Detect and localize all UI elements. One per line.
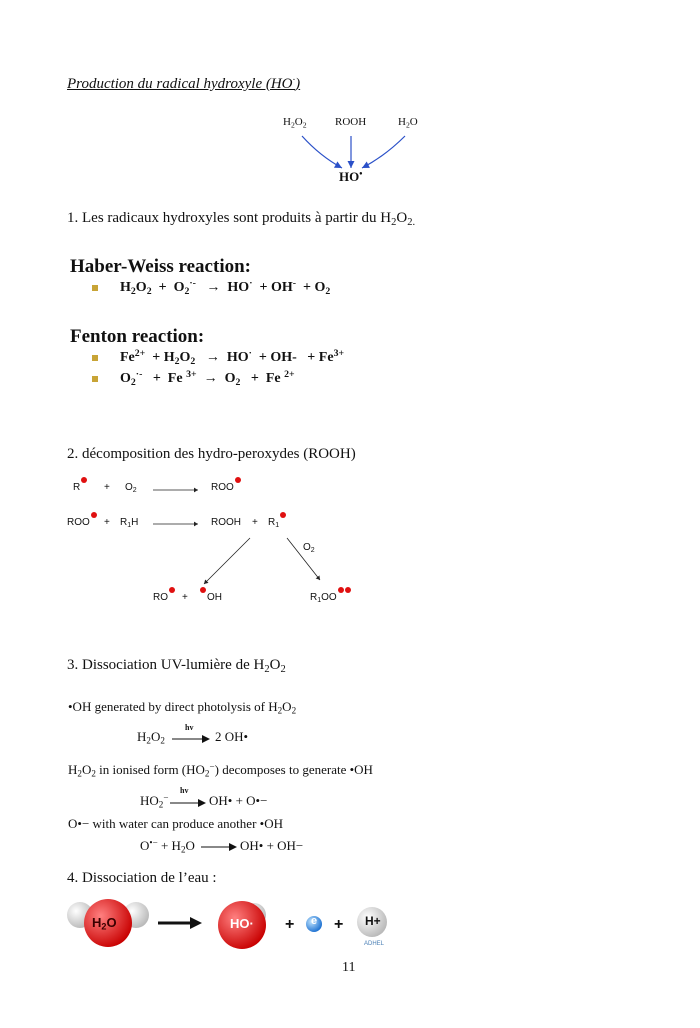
rooh-o2-2: $O_2$ bbox=[303, 542, 315, 555]
rooh-r1h: $R_1H$ bbox=[120, 517, 139, 530]
page-number: 11 bbox=[342, 960, 356, 975]
water-credit: ADHEL bbox=[364, 941, 385, 947]
haber-weiss-heading: Haber-Weiss reaction: bbox=[70, 256, 251, 277]
section-1-heading: 1. Les radicaux hydroxyles sont produits à partir du $H_2O_{2.}$ bbox=[67, 210, 416, 229]
rooh-arrows bbox=[140, 482, 370, 592]
uv-line-3: O•− with water can produce another •OH bbox=[68, 816, 283, 831]
rooh-roo-2: ROO bbox=[67, 517, 97, 528]
uv-eq-2-left: $HO_2^-$ bbox=[140, 792, 169, 810]
uv-eq-3-left: $O^{•-} + H_2O$ bbox=[140, 837, 195, 855]
rooh-rooh: ROOH bbox=[211, 517, 241, 528]
svg-text:+: + bbox=[285, 916, 295, 933]
uv-line-1: •OH generated by direct photolysis of $H_2O_2$ bbox=[68, 699, 297, 716]
water-ho-label: HO· bbox=[230, 916, 254, 931]
rooh-plus-2: + bbox=[104, 517, 110, 528]
rooh-plus-1: + bbox=[104, 482, 110, 493]
bullet-icon bbox=[92, 285, 98, 291]
rooh-ro: RO bbox=[153, 592, 175, 603]
bullet-icon bbox=[92, 376, 98, 382]
svg-text:+: + bbox=[334, 916, 344, 933]
uv-eq-1-right: 2 OH• bbox=[215, 729, 249, 744]
uv-hv-1: hv bbox=[185, 723, 194, 732]
rooh-r1: $R_1$ bbox=[268, 517, 286, 528]
page-title: Production du radical hydroxyle (HO·) bbox=[67, 74, 301, 92]
rooh-oh: OH bbox=[200, 592, 222, 603]
haber-weiss-equation: $H_2O_2 + O_2^{\cdot-} \to HO^\cdot + OH^- + O_2$ bbox=[92, 280, 330, 296]
fig1-src-rooh: ROOH bbox=[335, 116, 367, 128]
fenton-heading: Fenton reaction: bbox=[70, 326, 205, 347]
uv-arrow-2 bbox=[170, 798, 210, 808]
rooh-r: R bbox=[73, 482, 87, 493]
rooh-r1oo: $R_1OO$ bbox=[310, 592, 351, 603]
uv-eq-3-right: OH• + OH− bbox=[240, 838, 304, 853]
uv-eq-1-left: $H_2O_2$ bbox=[137, 729, 165, 746]
uv-arrow-3 bbox=[201, 842, 241, 852]
fig1-src-h2o2: $H_2O_2$ bbox=[283, 116, 307, 130]
water-h-label: H+ bbox=[365, 914, 381, 928]
water-h2o-label: $H_2O$ bbox=[92, 915, 117, 932]
rooh-roo-1: ROO bbox=[211, 482, 241, 493]
rooh-o2-1: $O_2$ bbox=[125, 482, 137, 495]
bullet-icon bbox=[92, 355, 98, 361]
uv-eq-2-right: OH• + O•− bbox=[209, 793, 268, 808]
fig1-product: HO• bbox=[339, 168, 363, 184]
fenton-equation-1: $Fe^{2+} + H_2O_2 \to HO^\cdot + OH- + Fe^{3+}$ bbox=[92, 350, 344, 366]
fig1-src-h2o: $H_2O$ bbox=[398, 116, 418, 130]
section-4-heading: 4. Dissociation de l’eau : bbox=[67, 870, 217, 886]
uv-line-2: $H_2O_2$ in ionised form $(HO_2^-)$ decomposes to generate •OH bbox=[68, 761, 373, 779]
section-3-heading: 3. Dissociation UV-lumière de $H_2O_2$ bbox=[67, 657, 286, 676]
uv-arrow-1 bbox=[172, 734, 212, 744]
uv-hv-2: hv bbox=[180, 786, 189, 795]
section-2-heading: 2. décomposition des hydro-peroxydes (ROOH) bbox=[67, 446, 356, 462]
fenton-equation-2: $O_2^{\cdot-} + Fe$ $^{3+} \to O_2 + Fe$ $^{2+}$ bbox=[92, 371, 295, 387]
rooh-plus-3: + bbox=[252, 517, 258, 528]
water-electron-label: e bbox=[311, 915, 318, 927]
rooh-plus-4: + bbox=[182, 592, 188, 603]
